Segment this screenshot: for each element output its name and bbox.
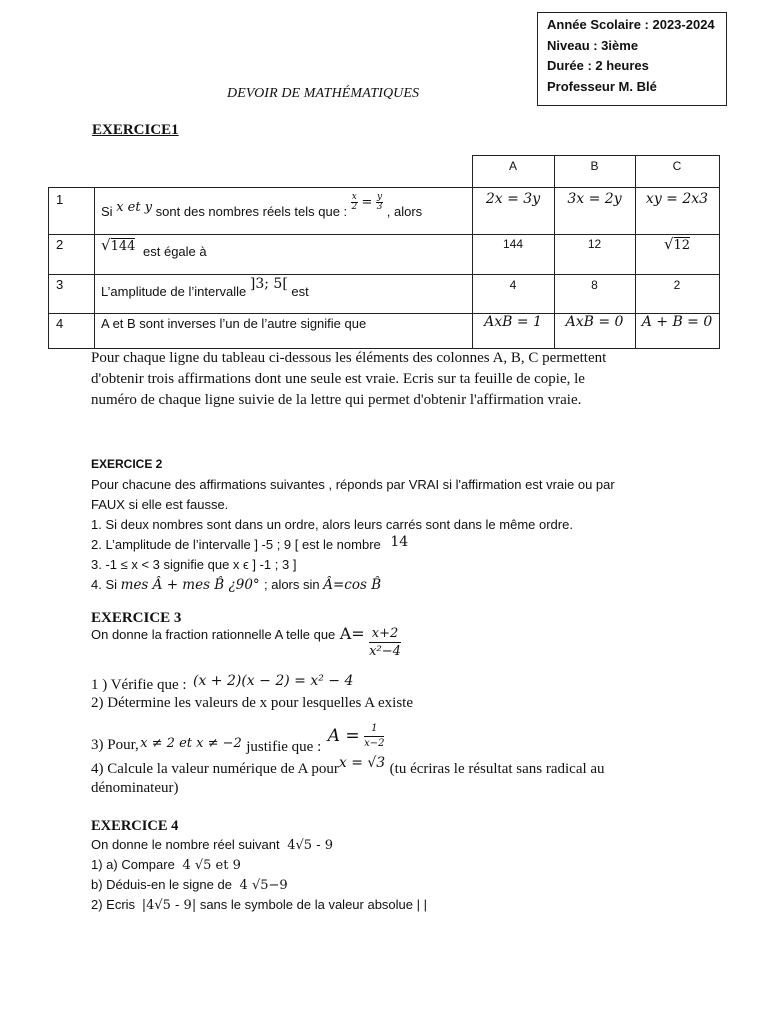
- exercise-2-item-2: 2. L’amplitude de l’intervalle ] -5 ; 9 [ est le nombre 14: [91, 534, 409, 552]
- row-1-option-c: xy = 2x3: [645, 191, 709, 207]
- row-1-option-b: 3x = 2y: [567, 191, 622, 207]
- exercise-2-intro-line-1: Pour chacune des affirmations suivantes , réponds par VRAI si l'affirmation est vraie ou par: [91, 477, 615, 492]
- exercise-2-item-1: 1. Si deux nombres sont dans un ordre, alors leurs carrés sont dans le même ordre.: [91, 517, 573, 532]
- exercise-1-heading: EXERCICE1: [92, 122, 179, 138]
- exercise-3-line-4: 3) Pour, $_{x \ne 2 et x \ne -2}$ justifie que : A = $\frac{1}{x-2}$: [91, 723, 385, 755]
- exercise-3-heading: EXERCICE 3: [91, 610, 182, 626]
- row-2-option-b: 12: [587, 237, 602, 251]
- exercise-2-intro-line-2: FAUX si elle est fausse.: [91, 497, 229, 512]
- exercise-3-line-3: 2) Détermine les valeurs de x pour lesquelles A existe: [91, 695, 413, 711]
- level: Niveau : 3ième: [547, 37, 639, 53]
- row-2-option-c: √12: [663, 235, 691, 253]
- row-2-option-a: 144: [502, 237, 524, 251]
- exercise-3-line-5-continued: dénominateur): [91, 780, 179, 796]
- exercise-3-line-1: $^{On donne la fraction rationnelle A telle que}$ A= $\frac{x+2}{\text{x²−4}}$: [91, 623, 401, 659]
- info-box: [537, 12, 727, 106]
- row-1-option-a: 2x = 3y: [485, 191, 541, 207]
- row-2-number: 2: [56, 237, 64, 252]
- exercise-1-instructions-line-1: Pour chaque ligne du tableau ci-dessous les éléments des colonnes A, B, C permettent: [91, 350, 607, 366]
- exercise-2-heading: EXERCICE 2: [91, 457, 163, 471]
- row-1-question: Si x et y sont des nombres réels tels que : $\frac{x}{2}$ = $\frac{y}{3}$ , alors: [101, 192, 423, 219]
- exercise-4-line-1: On donne le nombre réel suivant 4√5 - 9: [91, 837, 334, 853]
- row-3-option-a: 4: [509, 278, 517, 292]
- row-3-option-b: 8: [591, 278, 598, 292]
- row-2-question: √144 est égale à: [101, 236, 207, 259]
- row-4-option-b: AxB = 0: [565, 314, 624, 330]
- row-3-question: L’amplitude de l’intervalle ]3; 5[ est: [101, 276, 309, 299]
- row-4-option-c: A + B = 0: [641, 314, 713, 330]
- row-4-number: 4: [56, 316, 64, 331]
- row-1-number: 1: [56, 192, 64, 207]
- exercise-4-line-3: b) Déduis-en le signe de 4 √5−9: [91, 877, 288, 893]
- row-3-number: 3: [56, 277, 64, 292]
- row-3-option-c: 2: [673, 278, 681, 292]
- exercise-4-line-2: 1) a) Compare 4 √5 et 9: [91, 857, 241, 873]
- row-4-question: A et B sont inverses l’un de l’autre signifie que: [101, 316, 367, 331]
- column-a-header: A: [508, 159, 517, 173]
- teacher: Professeur M. Blé: [547, 78, 657, 94]
- exercise-2-item-3: 3. -1 ≤ x < 3 signifie que x ϵ ] -1 ; 3 ]: [91, 557, 297, 572]
- exercise-1-instructions-line-2: d'obtenir trois affirmations dont une seule est vraie. Ecris sur ta feuille de copie, le: [91, 371, 585, 387]
- exercise-3-line-5: 4) Calcule la valeur numérique de A pourx = √3 (tu écriras le résultat sans radical au: [91, 755, 605, 777]
- exercise-1-instructions-line-3: numéro de chaque ligne suivie de la lettre qui permet d'obtenir l'affirmation vraie.: [91, 392, 582, 408]
- column-b-header: B: [590, 159, 599, 173]
- exercise-4-line-4: 2) Ecris |4√5 - 9| sans le symbole de la valeur absolue | |: [91, 897, 427, 913]
- exercise-3-line-2: 1 ) Vérifie que : (x + 2)(x − 2) = x² − 4: [91, 673, 354, 693]
- row-4-option-a: AxB = 1: [484, 314, 542, 330]
- exercise-2-item-4: 4. Si mes Â + mes B̂ ¿90° ; alors sin Â=cos B̂: [91, 577, 382, 593]
- duration: Durée : 2 heures: [547, 58, 649, 73]
- school-year: Année Scolaire : 2023-2024: [547, 17, 715, 32]
- page-title: DEVOIR DE MATHÉMATIQUES: [227, 86, 420, 101]
- exercise-4-heading: EXERCICE 4: [91, 818, 179, 834]
- column-c-header: C: [672, 159, 682, 173]
